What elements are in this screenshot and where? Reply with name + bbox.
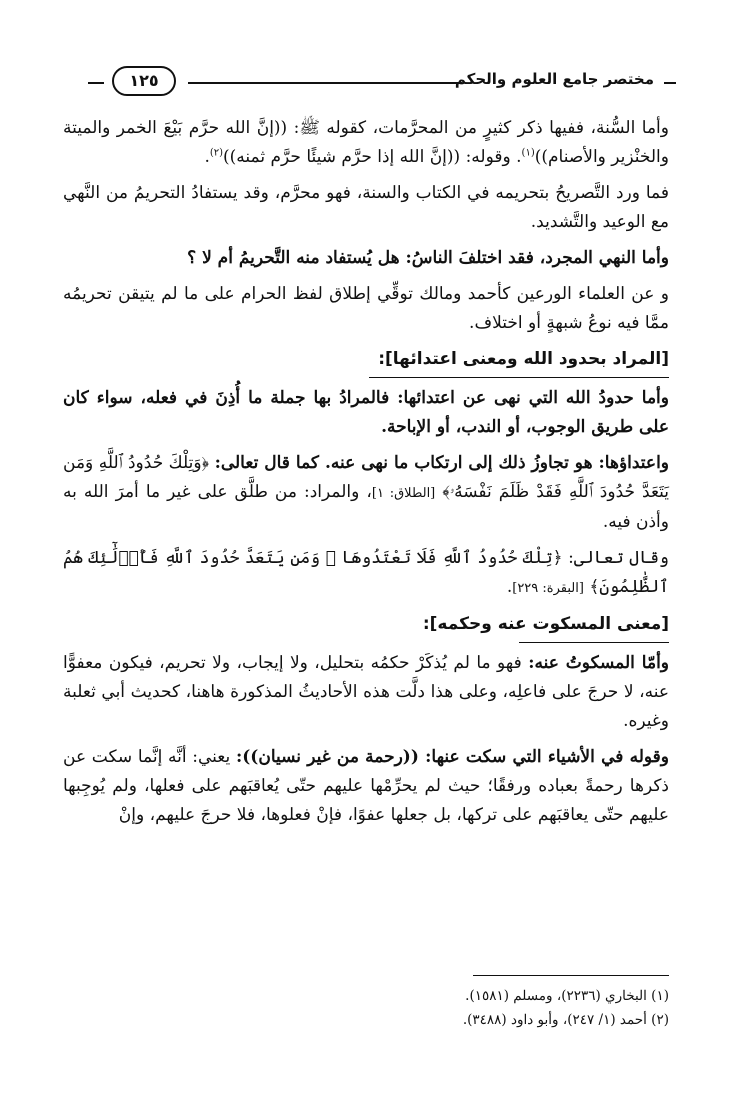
- quran-verse: ﴿وَتِلْكَ حُدُودُ ٱللَّهِ وَمَن يَتَعَدَّ حُدُودَ ٱللَّهِ فَقَدْ ظَلَمَ نَفْسَهُۥ﴾: [63, 453, 670, 502]
- paragraph-sunnah: [63, 114, 669, 172]
- footnotes: [63, 975, 669, 1032]
- heading-underline: [519, 642, 669, 643]
- text-run: فهو ما لم يُذكَرْ حكمُه بتحليل، ولا إيجاب، ولا تحريم، فيكون معفوًّا عنه، لا حرجَ على فاعلِه، وعلى هذا دلَّت هذه الأحاديثُ المذكورة هاهنا، كحديث أبي ثعلبة وغيره.: [63, 653, 669, 731]
- text-run: وقال تعالى:: [568, 548, 670, 568]
- paragraph-maskut: [63, 649, 669, 736]
- section-heading-maskut: [63, 610, 669, 643]
- book-title: مختصر جامع العلوم والحكم: [454, 70, 654, 88]
- text-run: . وقوله: ((إنَّ الله إذا حرَّم شيئًا حرَّم ثمنه)): [223, 147, 522, 167]
- main-text: [63, 114, 669, 837]
- header-rule: [188, 82, 462, 84]
- footnote-marker-1[interactable]: (١): [521, 147, 535, 159]
- verse-reference: [الطلاق: ١]: [371, 486, 436, 501]
- text-run: وقوله في الأشياء التي سكت عنها: ((رحمة من غير نسيان)):: [235, 747, 670, 767]
- footnote-rule: [473, 975, 669, 976]
- text-run: وأما السُّنة، ففيها ذكر كثيرٍ من المحرَّمات، كقوله ﷺ: ((إنَّ الله حرَّم بَيْعَ الخمر والميتة والخنْزير والأصنام)): [63, 118, 669, 167]
- text-run: يعني: أنَّه إنَّما سكت عن ذكرها رحمةً بعباده ورفقًا؛ حيث لم يحرِّمْها عليهم حتّى يُعاقبَهم على فعلها، ولم يُوجِبها عليهم حتّى يعاقبَهم على تركها، بل جعلها عفوًا، فإنْ فعلوها، فلا حرجَ عليهم، وإنْ: [63, 747, 669, 825]
- paragraph-explicit-prohibition: فما ورد التَّصريحُ بتحريمه في الكتاب والسنة، فهو محرَّم، وقد يستفادُ التحريمُ من النَّهي مع الوعيد والتَّشديد.: [63, 183, 669, 232]
- footnote-marker-2[interactable]: (٢): [209, 147, 224, 159]
- verse-reference: [البقرة: ٢٢٩]: [512, 581, 584, 596]
- text-run: واعتداؤها: هو تجاوزُ ذلك إلى ارتكاب ما نهى عنه. كما قال تعالى:: [214, 453, 670, 473]
- text-run: .: [204, 147, 210, 167]
- heading-underline: [369, 377, 669, 378]
- section-heading-hudud: [63, 345, 669, 378]
- text-run: وأمّا المسكوتُ عنه:: [528, 653, 669, 673]
- header-dash-left: [88, 82, 104, 84]
- paragraph-second-verse: [63, 544, 669, 603]
- text-run: ، والمراد: من طلَّق على غير ما أمرَ الله به وأذن فيه.: [63, 482, 669, 532]
- paragraph-hudud-meaning: [63, 384, 669, 442]
- text-run: .: [506, 577, 513, 597]
- header-dash-right: [664, 82, 676, 84]
- paragraph-mere-prohibition: وأما النهي المجرد، فقد اختلفَ الناسُ: هل يُستفاد منه التَّحريمُ أم لا ؟: [187, 248, 669, 268]
- paragraph-mercy: [63, 743, 669, 830]
- paragraph-scholars: و عن العلماء الورعين كأحمد ومالك توقِّي إطلاق لفظ الحرام على ما لم يتيقن تحريمُه ممَّا فيه نوعُ شبهةٍ أو اختلاف.: [63, 284, 669, 333]
- paragraph-transgression: [63, 449, 669, 537]
- quran-verse: ﴿تِلْكَ حُدُودُ ٱللَّهِ فَلَا تَعْتَدُوهَا ۚ وَمَن يَتَعَدَّ حُدُودَ ٱللَّهِ فَأُو۟لَٰٓئِكَ هُمُ ٱلظَّٰلِمُونَ﴾: [63, 548, 669, 597]
- section-heading-text: [المراد بحدود الله ومعنى اعتدائها]:: [378, 349, 669, 369]
- footnote-1: (١) البخاري (٢٢٣٦)، ومسلم (١٥٨١).: [465, 988, 669, 1004]
- text-run: وأما حدودُ الله التي نهى عن اعتدائها: فالمرادُ بها جملة ما أُذِنَ في فعله، سواء كان على طريق الوجوب، أو الندب، أو الإباحة.: [63, 388, 669, 437]
- footnote-2: (٢) أحمد (١/ ٢٤٧)، وأبو داود (٣٤٨٨).: [462, 1012, 669, 1028]
- running-header: [88, 66, 654, 100]
- section-heading-text: [معنى المسكوت عنه وحكمه]:: [422, 614, 669, 634]
- page-number: ١٢٥: [112, 66, 176, 96]
